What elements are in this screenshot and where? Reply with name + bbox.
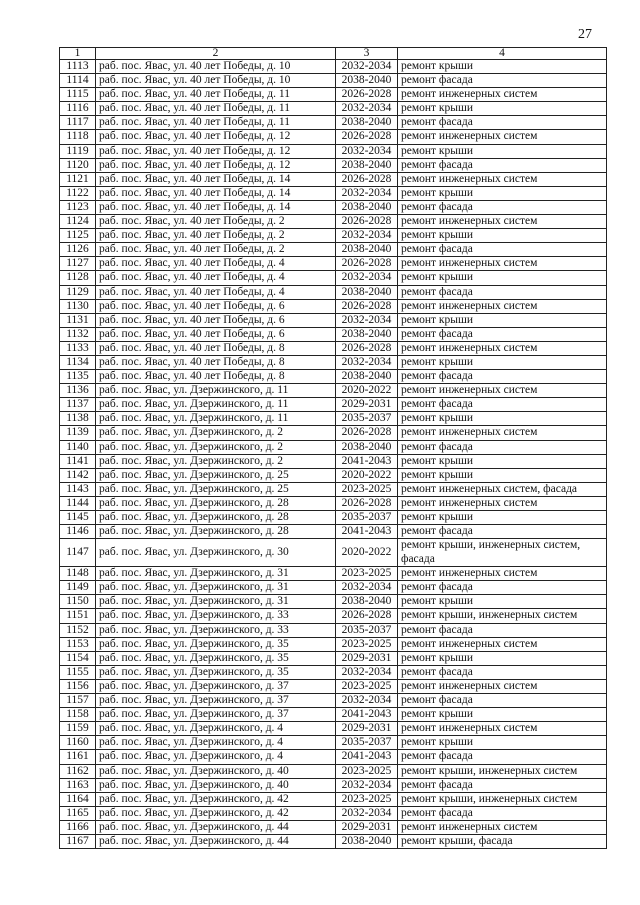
work-type: ремонт фасада [398,525,607,539]
table-row [60,200,607,214]
column-header-address: 2 [96,48,336,60]
period: 2023-2025 [336,679,398,693]
address: раб. пос. Явас, ул. 40 лет Победы, д. 14 [96,186,336,200]
address: раб. пос. Явас, ул. 40 лет Победы, д. 11 [96,116,336,130]
row-number: 1133 [60,341,96,355]
table-row [60,792,607,806]
row-number: 1166 [60,820,96,834]
work-type: ремонт крыши [398,102,607,116]
work-type: ремонт фасада [398,623,607,637]
table-row [60,679,607,693]
address: раб. пос. Явас, ул. Дзержинского, д. 44 [96,820,336,834]
work-type: ремонт крыши [398,454,607,468]
row-number: 1156 [60,679,96,693]
row-number: 1158 [60,708,96,722]
table-row [60,116,607,130]
row-number: 1157 [60,694,96,708]
period: 2038-2040 [336,595,398,609]
table-row [60,158,607,172]
row-number: 1132 [60,327,96,341]
table-row [60,257,607,271]
row-number: 1141 [60,454,96,468]
row-number: 1152 [60,623,96,637]
work-type: ремонт инженерных систем [398,341,607,355]
address: раб. пос. Явас, ул. Дзержинского, д. 25 [96,468,336,482]
table-row [60,327,607,341]
address: раб. пос. Явас, ул. Дзержинского, д. 2 [96,454,336,468]
row-number: 1135 [60,370,96,384]
row-number: 1149 [60,581,96,595]
address: раб. пос. Явас, ул. 40 лет Победы, д. 2 [96,215,336,229]
work-type: ремонт фасада [398,158,607,172]
address: раб. пос. Явас, ул. Дзержинского, д. 11 [96,384,336,398]
period: 2023-2025 [336,482,398,496]
address: раб. пос. Явас, ул. Дзержинского, д. 31 [96,595,336,609]
table-row [60,454,607,468]
period: 2035-2037 [336,511,398,525]
period: 2032-2034 [336,355,398,369]
period: 2038-2040 [336,370,398,384]
address: раб. пос. Явас, ул. 40 лет Победы, д. 12 [96,144,336,158]
period: 2035-2037 [336,736,398,750]
address: раб. пос. Явас, ул. Дзержинского, д. 28 [96,525,336,539]
table-row [60,525,607,539]
period: 2038-2040 [336,200,398,214]
work-type: ремонт крыши [398,708,607,722]
period: 2032-2034 [336,694,398,708]
period: 2020-2022 [336,468,398,482]
table-row [60,299,607,313]
table-row [60,313,607,327]
work-type: ремонт инженерных систем [398,426,607,440]
work-type: ремонт фасада [398,370,607,384]
address: раб. пос. Явас, ул. 40 лет Победы, д. 2 [96,243,336,257]
row-number: 1120 [60,158,96,172]
address: раб. пос. Явас, ул. Дзержинского, д. 11 [96,398,336,412]
table-row [60,651,607,665]
repair-schedule-table [59,47,607,849]
table-row [60,750,607,764]
row-number: 1129 [60,285,96,299]
address: раб. пос. Явас, ул. Дзержинского, д. 33 [96,623,336,637]
row-number: 1131 [60,313,96,327]
work-type: ремонт крыши, инженерных систем [398,609,607,623]
address: раб. пос. Явас, ул. 40 лет Победы, д. 8 [96,341,336,355]
period: 2038-2040 [336,327,398,341]
table-row [60,468,607,482]
work-type: ремонт крыши [398,412,607,426]
row-number: 1144 [60,496,96,510]
address: раб. пос. Явас, ул. 40 лет Победы, д. 4 [96,257,336,271]
address: раб. пос. Явас, ул. Дзержинского, д. 35 [96,665,336,679]
work-type: ремонт крыши [398,271,607,285]
row-number: 1122 [60,186,96,200]
row-number: 1140 [60,440,96,454]
work-type: ремонт фасада [398,243,607,257]
table-row [60,820,607,834]
period: 2023-2025 [336,637,398,651]
work-type: ремонт инженерных систем [398,637,607,651]
period: 2029-2031 [336,722,398,736]
period: 2029-2031 [336,398,398,412]
address: раб. пос. Явас, ул. Дзержинского, д. 40 [96,778,336,792]
row-number: 1146 [60,525,96,539]
work-type: ремонт фасада [398,74,607,88]
table-row [60,398,607,412]
row-number: 1127 [60,257,96,271]
work-type: ремонт крыши [398,144,607,158]
work-type: ремонт фасада [398,116,607,130]
table-row [60,172,607,186]
period: 2029-2031 [336,820,398,834]
row-number: 1125 [60,229,96,243]
row-number: 1126 [60,243,96,257]
row-number: 1160 [60,736,96,750]
address: раб. пос. Явас, ул. 40 лет Победы, д. 6 [96,327,336,341]
work-type: ремонт крыши [398,60,607,74]
period: 2041-2043 [336,454,398,468]
address: раб. пос. Явас, ул. 40 лет Победы, д. 12 [96,130,336,144]
table-row [60,60,607,74]
address: раб. пос. Явас, ул. Дзержинского, д. 28 [96,511,336,525]
period: 2026-2028 [336,88,398,102]
work-type: ремонт крыши [398,313,607,327]
address: раб. пос. Явас, ул. 40 лет Победы, д. 14 [96,200,336,214]
row-number: 1142 [60,468,96,482]
table-row [60,623,607,637]
period: 2041-2043 [336,525,398,539]
table-row [60,637,607,651]
work-type: ремонт крыши [398,355,607,369]
row-number: 1159 [60,722,96,736]
period: 2032-2034 [336,581,398,595]
address: раб. пос. Явас, ул. 40 лет Победы, д. 4 [96,285,336,299]
table-row [60,426,607,440]
table-body [60,60,607,849]
table-row [60,285,607,299]
row-number: 1134 [60,355,96,369]
work-type: ремонт фасада [398,398,607,412]
work-type: ремонт инженерных систем [398,567,607,581]
row-number: 1164 [60,792,96,806]
table-row [60,609,607,623]
address: раб. пос. Явас, ул. Дзержинского, д. 2 [96,426,336,440]
period: 2029-2031 [336,651,398,665]
table-row [60,412,607,426]
address: раб. пос. Явас, ул. Дзержинского, д. 42 [96,806,336,820]
table-row [60,215,607,229]
period: 2038-2040 [336,440,398,454]
period: 2023-2025 [336,792,398,806]
work-type: ремонт фасада [398,750,607,764]
work-type: ремонт инженерных систем [398,496,607,510]
address: раб. пос. Явас, ул. 40 лет Победы, д. 11 [96,88,336,102]
table-row [60,496,607,510]
row-number: 1162 [60,764,96,778]
address: раб. пос. Явас, ул. 40 лет Победы, д. 8 [96,355,336,369]
work-type: ремонт крыши [398,229,607,243]
row-number: 1143 [60,482,96,496]
address: раб. пос. Явас, ул. 40 лет Победы, д. 8 [96,370,336,384]
row-number: 1123 [60,200,96,214]
table-row [60,665,607,679]
work-type: ремонт крыши [398,511,607,525]
address: раб. пос. Явас, ул. Дзержинского, д. 4 [96,736,336,750]
table-row [60,341,607,355]
work-type: ремонт инженерных систем [398,88,607,102]
row-number: 1136 [60,384,96,398]
table-row [60,581,607,595]
table-row [60,144,607,158]
work-type: ремонт инженерных систем [398,215,607,229]
row-number: 1145 [60,511,96,525]
row-number: 1116 [60,102,96,116]
row-number: 1163 [60,778,96,792]
address: раб. пос. Явас, ул. Дзержинского, д. 37 [96,708,336,722]
table-row [60,130,607,144]
period: 2032-2034 [336,271,398,285]
work-type: ремонт инженерных систем, фасада [398,482,607,496]
address: раб. пос. Явас, ул. Дзержинского, д. 25 [96,482,336,496]
row-number: 1161 [60,750,96,764]
row-number: 1130 [60,299,96,313]
page-number: 27 [578,27,592,42]
row-number: 1137 [60,398,96,412]
period: 2026-2028 [336,299,398,313]
table-row [60,539,607,567]
column-header-number: 1 [60,48,96,60]
address: раб. пос. Явас, ул. 40 лет Победы, д. 6 [96,313,336,327]
table-row [60,511,607,525]
work-type: ремонт инженерных систем [398,722,607,736]
address: раб. пос. Явас, ул. Дзержинского, д. 4 [96,722,336,736]
period: 2032-2034 [336,313,398,327]
period: 2032-2034 [336,806,398,820]
work-type: ремонт инженерных систем [398,820,607,834]
column-header-work: 4 [398,48,607,60]
period: 2032-2034 [336,102,398,116]
period: 2032-2034 [336,144,398,158]
work-type: ремонт крыши [398,736,607,750]
table-row [60,806,607,820]
table-row [60,440,607,454]
table-row [60,722,607,736]
table-row [60,271,607,285]
period: 2032-2034 [336,186,398,200]
address: раб. пос. Явас, ул. 40 лет Победы, д. 4 [96,271,336,285]
address: раб. пос. Явас, ул. Дзержинского, д. 35 [96,651,336,665]
period: 2041-2043 [336,750,398,764]
work-type: ремонт крыши, инженерных систем [398,764,607,778]
row-number: 1128 [60,271,96,285]
address: раб. пос. Явас, ул. Дзержинского, д. 33 [96,609,336,623]
row-number: 1151 [60,609,96,623]
row-number: 1165 [60,806,96,820]
address: раб. пос. Явас, ул. Дзержинского, д. 31 [96,567,336,581]
row-number: 1153 [60,637,96,651]
address: раб. пос. Явас, ул. Дзержинского, д. 4 [96,750,336,764]
period: 2020-2022 [336,384,398,398]
work-type: ремонт крыши, инженерных систем [398,792,607,806]
table-row [60,482,607,496]
address: раб. пос. Явас, ул. 40 лет Победы, д. 11 [96,102,336,116]
row-number: 1113 [60,60,96,74]
work-type: ремонт крыши [398,186,607,200]
work-type: ремонт крыши [398,468,607,482]
address: раб. пос. Явас, ул. Дзержинского, д. 44 [96,834,336,848]
work-type: ремонт фасада [398,806,607,820]
column-header-period: 3 [336,48,398,60]
table-row [60,778,607,792]
row-number: 1150 [60,595,96,609]
period: 2041-2043 [336,708,398,722]
work-type: ремонт крыши [398,595,607,609]
row-number: 1138 [60,412,96,426]
row-number: 1115 [60,88,96,102]
row-number: 1148 [60,567,96,581]
work-type: ремонт фасада [398,327,607,341]
table-row [60,355,607,369]
row-number: 1114 [60,74,96,88]
table-row [60,370,607,384]
period: 2026-2028 [336,215,398,229]
address: раб. пос. Явас, ул. 40 лет Победы, д. 12 [96,158,336,172]
work-type: ремонт инженерных систем [398,172,607,186]
row-number: 1117 [60,116,96,130]
address: раб. пос. Явас, ул. 40 лет Победы, д. 10 [96,74,336,88]
period: 2038-2040 [336,285,398,299]
row-number: 1139 [60,426,96,440]
address: раб. пос. Явас, ул. Дзержинского, д. 37 [96,694,336,708]
table-row [60,736,607,750]
work-type: ремонт фасада [398,665,607,679]
period: 2026-2028 [336,426,398,440]
address: раб. пос. Явас, ул. Дзержинского, д. 40 [96,764,336,778]
work-type: ремонт инженерных систем [398,257,607,271]
period: 2035-2037 [336,412,398,426]
address: раб. пос. Явас, ул. Дзержинского, д. 37 [96,679,336,693]
address: раб. пос. Явас, ул. 40 лет Победы, д. 2 [96,229,336,243]
work-type: ремонт инженерных систем [398,299,607,313]
table-header-row [60,48,607,60]
period: 2026-2028 [336,341,398,355]
period: 2032-2034 [336,665,398,679]
work-type: ремонт крыши, инженерных систем, фасада [398,539,607,567]
address: раб. пос. Явас, ул. 40 лет Победы, д. 6 [96,299,336,313]
work-type: ремонт фасада [398,694,607,708]
address: раб. пос. Явас, ул. Дзержинского, д. 42 [96,792,336,806]
period: 2026-2028 [336,172,398,186]
period: 2032-2034 [336,778,398,792]
work-type: ремонт инженерных систем [398,679,607,693]
address: раб. пос. Явас, ул. Дзержинского, д. 35 [96,637,336,651]
period: 2026-2028 [336,130,398,144]
period: 2020-2022 [336,539,398,567]
period: 2026-2028 [336,609,398,623]
table-row [60,708,607,722]
row-number: 1147 [60,539,96,567]
work-type: ремонт фасада [398,285,607,299]
table-row [60,384,607,398]
work-type: ремонт крыши [398,651,607,665]
address: раб. пос. Явас, ул. Дзержинского, д. 11 [96,412,336,426]
table-row [60,764,607,778]
table-row [60,243,607,257]
period: 2026-2028 [336,496,398,510]
row-number: 1155 [60,665,96,679]
address: раб. пос. Явас, ул. Дзержинского, д. 28 [96,496,336,510]
table-row [60,102,607,116]
address: раб. пос. Явас, ул. Дзержинского, д. 2 [96,440,336,454]
period: 2023-2025 [336,764,398,778]
period: 2038-2040 [336,74,398,88]
period: 2038-2040 [336,158,398,172]
period: 2026-2028 [336,257,398,271]
period: 2038-2040 [336,243,398,257]
work-type: ремонт инженерных систем [398,384,607,398]
period: 2032-2034 [336,229,398,243]
table-row [60,88,607,102]
work-type: ремонт крыши, фасада [398,834,607,848]
work-type: ремонт фасада [398,440,607,454]
row-number: 1118 [60,130,96,144]
table-row [60,595,607,609]
address: раб. пос. Явас, ул. Дзержинского, д. 31 [96,581,336,595]
address: раб. пос. Явас, ул. 40 лет Победы, д. 14 [96,172,336,186]
work-type: ремонт фасада [398,581,607,595]
work-type: ремонт фасада [398,778,607,792]
work-type: ремонт фасада [398,200,607,214]
table-row [60,834,607,848]
period: 2038-2040 [336,116,398,130]
period: 2032-2034 [336,60,398,74]
address: раб. пос. Явас, ул. Дзержинского, д. 30 [96,539,336,567]
row-number: 1154 [60,651,96,665]
period: 2023-2025 [336,567,398,581]
table-row [60,186,607,200]
table-row [60,229,607,243]
address: раб. пос. Явас, ул. 40 лет Победы, д. 10 [96,60,336,74]
row-number: 1124 [60,215,96,229]
row-number: 1167 [60,834,96,848]
table-row [60,74,607,88]
table-row [60,567,607,581]
period: 2038-2040 [336,834,398,848]
row-number: 1121 [60,172,96,186]
table-row [60,694,607,708]
period: 2035-2037 [336,623,398,637]
row-number: 1119 [60,144,96,158]
work-type: ремонт инженерных систем [398,130,607,144]
